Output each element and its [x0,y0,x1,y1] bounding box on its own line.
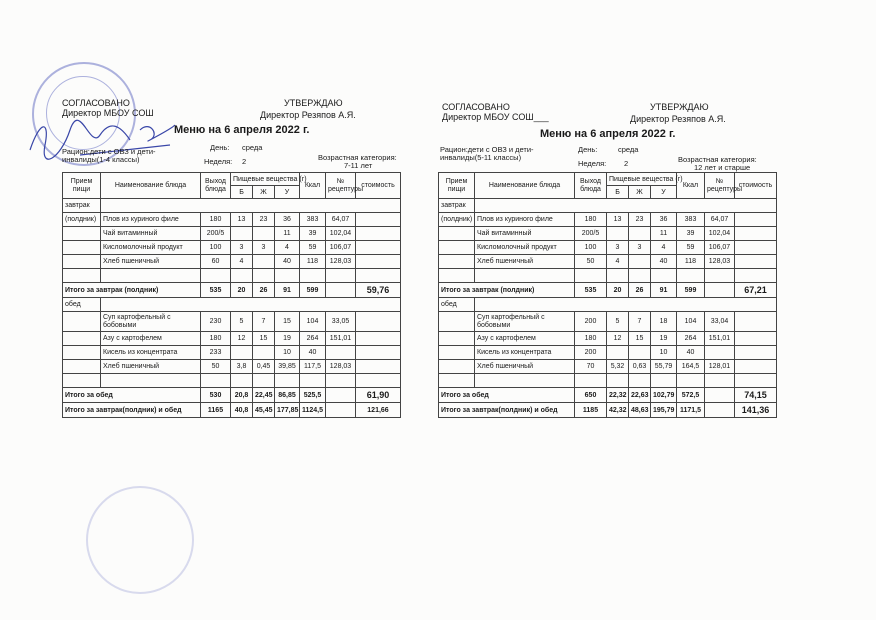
table-row: Азу с картофелем 180 12 15 19 264 151,01 [439,332,777,346]
col-cost: стоимость [735,173,777,199]
week-label: Неделя: [204,157,233,166]
col-meal: Прием пищи [63,173,101,199]
col-rec: № рецептуры [326,173,356,199]
breakfast-label: завтрак [439,199,475,213]
day-value: среда [242,143,263,152]
age-value: 12 лет и старше [694,163,751,172]
day-label: День: [578,145,598,154]
menu-title: Меню на 6 апреля 2022 г. [174,124,310,136]
grand-total-row: Итого за завтрак(полдник) и обед 1165 40,8 45,45 177,85 1124,5 121,66 [63,403,401,418]
agreed-label: СОГЛАСОВАНО [442,102,510,112]
grand-total-row: Итого за завтрак(полдник) и обед 1185 42,32 48,63 195,79 1171,5 141,36 [439,403,777,418]
breakfast-total-row: Итого за завтрак (полдник) 535 20 26 91 599 67,21 [439,283,777,298]
ration-line1: Рацион:дети с ОВЗ и дети- [440,145,534,154]
week-value: 2 [624,159,629,168]
table-row: Хлеб пшеничный 70 5,32 0,63 55,79 164,5 128,01 [439,360,777,374]
table-row: Хлеб пшеничный 50 3,8 0,45 39,85 117,5 128,03 [63,360,401,374]
lunch-total-row: Итого за обед 650 22,32 22,63 102,79 572,5 74,15 [439,388,777,403]
breakfast-label: завтрак [63,199,101,213]
day-label: День: [210,143,230,152]
menu-table [62,172,401,418]
col-u: У [651,186,677,199]
ration-line2: инвалиды(5-11 классы) [440,153,522,162]
lunch-label: обед [63,298,101,312]
age-label: Возрастная категория: [318,153,397,162]
week-value: 2 [242,157,247,166]
approve-by: Директор Резяпов А.Я. [630,114,726,124]
breakfast-total-row: Итого за завтрак (полдник) 535 20 26 91 599 59,76 [63,283,401,298]
col-out: Выход блюда [201,173,231,199]
approve-label: УТВЕРЖДАЮ [650,102,709,112]
approve-label: УТВЕРЖДАЮ [284,98,343,108]
table-row: (полдник) Плов из куриного филе 180 13 23 36 383 64,07 [439,213,777,227]
round-stamp-bottom [86,486,194,594]
table-row: Суп картофельный с бобовыми 230 5 7 15 104 33,05 [63,312,401,332]
week-label: Неделя: [578,159,607,168]
col-b: Б [231,186,253,199]
table-row: Хлеб пшеничный 60 4 40 118 128,03 [63,255,401,269]
table-row: (полдник) Плов из куриного филе 180 13 23 36 383 64,07 [63,213,401,227]
col-kcal: Ккал [300,173,326,199]
col-u: У [275,186,300,199]
table-row: Хлеб пшеничный 50 4 40 118 128,03 [439,255,777,269]
col-name: Наименование блюда [475,173,575,199]
col-nutr: Пищевые вещества (г) [607,173,677,186]
breakfast-sub: (полдник) [439,213,475,227]
ration-line2: инвалиды(1-4 классы) [62,155,140,164]
menu-table [438,172,777,418]
lunch-label: обед [439,298,475,312]
table-row: Кисель из концентрата 233 10 40 [63,346,401,360]
table-row: Чай витаминный 200/5 11 39 102,04 [439,227,777,241]
col-rec: № рецептуры [705,173,735,199]
agreed-by: Директор МБОУ СОШ [62,108,154,118]
col-nutr: Пищевые вещества (г) [231,173,300,186]
day-value: среда [618,145,639,154]
table-row: Азу с картофелем 180 12 15 19 264 151,01 [63,332,401,346]
lunch-total-row: Итого за обед 530 20,8 22,45 86,85 525,5 61,90 [63,388,401,403]
table-row: Кисломолочный продукт 100 3 3 4 59 106,07 [439,241,777,255]
breakfast-sub: (полдник) [63,213,101,227]
age-label: Возрастная категория: [678,155,757,164]
agreed-by: Директор МБОУ СОШ___ [442,112,549,122]
table-row: Кисель из концентрата 200 10 40 [439,346,777,360]
age-value: 7-11 лет [344,161,373,170]
col-zh: Ж [629,186,651,199]
ration-line1: Рацион:дети с ОВЗ и дети- [62,147,156,156]
agreed-label: СОГЛАСОВАНО [62,98,130,108]
col-cost: стоимость [356,173,401,199]
table-row: Кисломолочный продукт 100 3 3 4 59 106,07 [63,241,401,255]
col-out: Выход блюда [575,173,607,199]
table-row: Суп картофельный с бобовыми 200 5 7 18 104 33,04 [439,312,777,332]
approve-by: Директор Резяпов А.Я. [260,110,356,120]
col-kcal: Ккал [677,173,705,199]
col-b: Б [607,186,629,199]
col-name: Наименование блюда [101,173,201,199]
table-row: Чай витаминный 200/5 11 39 102,04 [63,227,401,241]
col-zh: Ж [253,186,275,199]
col-meal: Прием пищи [439,173,475,199]
menu-title: Меню на 6 апреля 2022 г. [540,128,676,140]
